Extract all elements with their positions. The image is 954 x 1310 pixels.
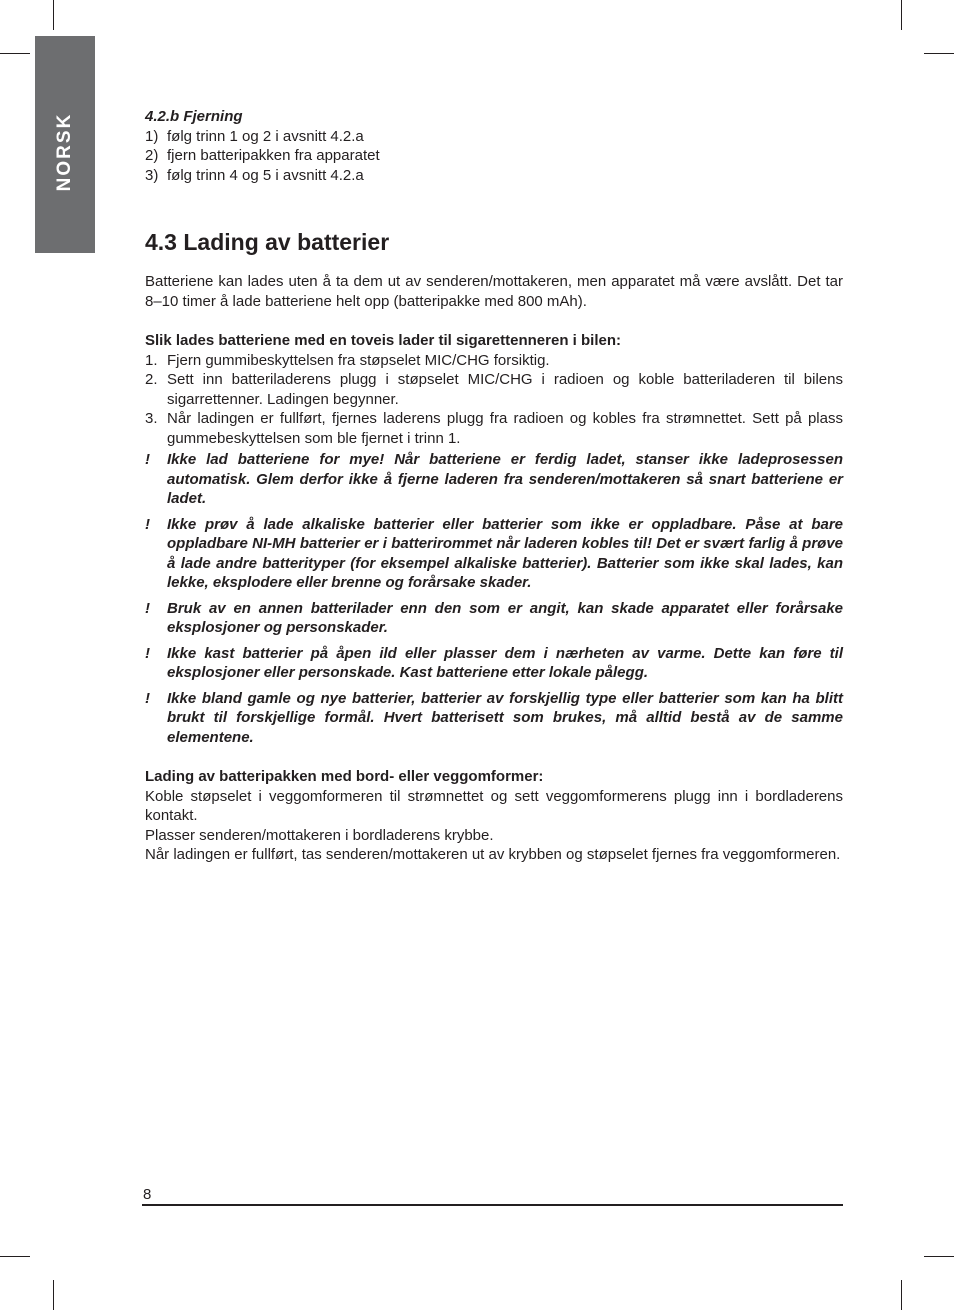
warning-item: ! Bruk av en annen batterilader enn den som er angit, kan skade apparatet eller forårsake eksplosjoner og personskader.	[145, 599, 843, 636]
crop-mark	[924, 1256, 954, 1257]
list-item: 3. Når ladingen er fullført, fjernes laderens plugg fra radioen og kobles fra strømnettet. Sett på plass gummebeskyttelsen som ble fjernet i trinn 1.	[145, 410, 843, 447]
crop-mark	[924, 53, 954, 54]
intro-paragraph: Batteriene kan lades uten å ta dem ut av senderen/mottakeren, men apparatet må være avslått. Det tar 8–10 timer å lade batteriene helt opp (batteripakke med 800 mAh).	[145, 273, 843, 310]
crop-mark	[901, 0, 902, 30]
warning-item: ! Ikke lad batteriene for mye! Når batteriene er ferdig ladet, stanser ikke ladeprosessen automatisk. Glem derfor ikke å fjerne laderen fra senderen/mottakeren så snart batteriene er ladet.	[145, 451, 843, 507]
desk-charger-line: Plasser senderen/mottakeren i bordladerens krybbe.	[145, 826, 494, 844]
list-item: 1. Fjern gummibeskyttelsen fra støpselet MIC/CHG forsiktig.	[145, 351, 550, 369]
crop-mark	[0, 1256, 30, 1257]
warning-icon: !	[145, 689, 150, 707]
crop-mark	[53, 0, 54, 30]
section-43-heading: 4.3 Lading av batterier	[145, 229, 390, 255]
language-tab-label: NORSK	[54, 112, 75, 192]
crop-mark	[901, 1280, 902, 1310]
car-charger-heading: Slik lades batteriene med en toveis lader til sigarettenneren i bilen:	[145, 332, 621, 349]
warning-icon: !	[145, 599, 150, 617]
removal-steps	[145, 127, 843, 186]
section-42b-heading: 4.2.b Fjerning	[145, 108, 243, 125]
warnings	[145, 450, 843, 747]
warning-item: ! Ikke kast batterier på åpen ild eller plasser dem i nærheten av varme. Dette kan føre til eksplosjoner eller personskade. Kast batteriene etter lokale pålegg.	[145, 644, 843, 681]
page-content	[145, 107, 843, 865]
desk-charger-line: Koble støpselet i veggomformeren til strømnettet og sett veggomformerens plugg inn i bordladerens kontakt.	[145, 787, 843, 824]
car-charger-steps	[145, 351, 843, 449]
warning-icon: !	[145, 515, 150, 533]
list-item: 1) følg trinn 1 og 2 i avsnitt 4.2.a	[145, 127, 364, 145]
desk-charger-heading: Lading av batteripakken med bord- eller veggomformer:	[145, 768, 544, 785]
warning-icon: !	[145, 451, 150, 468]
page-number: 8	[143, 1186, 152, 1203]
list-item: 3) følg trinn 4 og 5 i avsnitt 4.2.a	[145, 166, 364, 184]
list-item: 2. Sett inn batteriladerens plugg i støpselet MIC/CHG i radioen og koble batteriladeren til bilens sigarrettenner. Ladingen begynner.	[145, 371, 843, 408]
warning-icon: !	[145, 644, 150, 662]
crop-mark	[53, 1280, 54, 1310]
warning-item: ! Ikke bland gamle og nye batterier, batterier av forskjellig type eller batterier som kan ha blitt brukt til forskjellige formål. Hvert batterisett som brukes, må alltid bestå av de samme elementene.	[145, 689, 843, 746]
list-item: 2) fjern batteripakken fra apparatet	[145, 147, 380, 164]
warning-item: ! Ikke prøv å lade alkaliske batterier eller batterier som ikke er oppladbare. Påse at bare oppladbare NI-MH batterier er i batterirommet når laderen kobles til! Det er svært farlig å prøve å lade andre batterityper (for eksempel alkaliske batterier). Batterier som ikke skal lades, kan lekke, eksplodere eller brenne og forårsake skader.	[145, 515, 843, 591]
desk-charger-line: Når ladingen er fullført, tas senderen/mottakeren ut av krybben og støpselet fjernes fra veggomformeren.	[145, 846, 841, 863]
crop-mark	[0, 53, 30, 54]
footer-divider	[142, 1204, 843, 1206]
